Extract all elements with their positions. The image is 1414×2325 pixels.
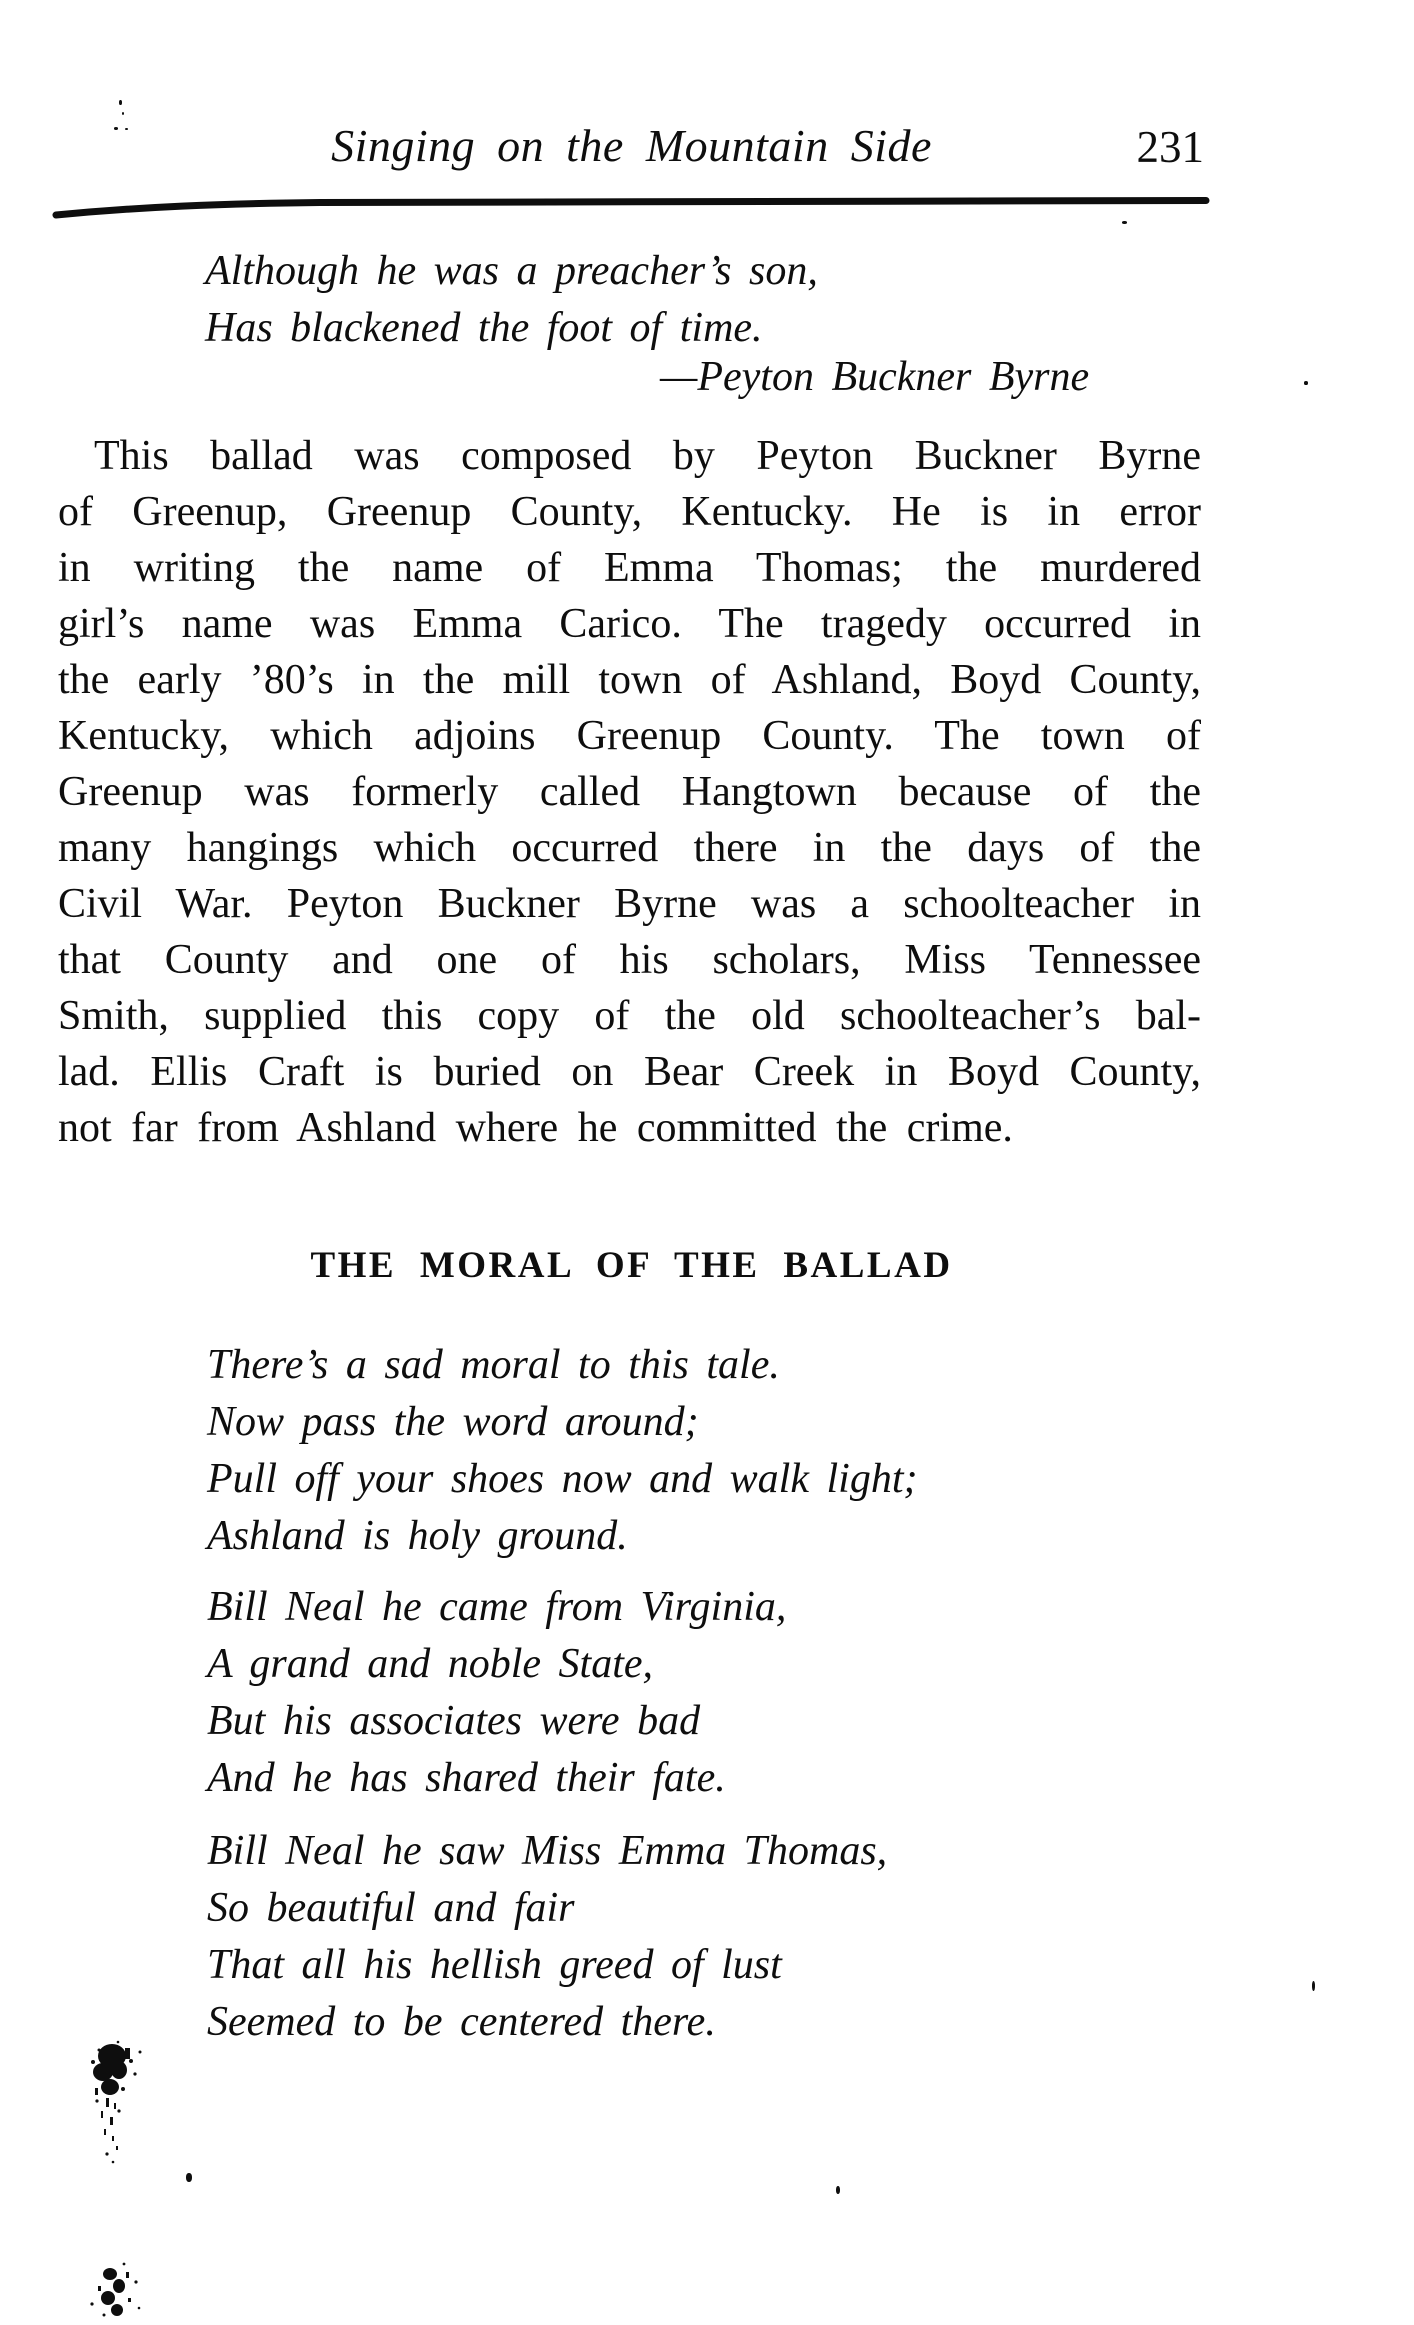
paragraph-line: of Greenup, Greenup County, Kentucky. He is in error (58, 489, 1201, 535)
ink-smudge (85, 2040, 160, 2175)
stanza-line: Pull off your shoes now and walk light; (207, 1456, 918, 1502)
running-title: Singing on the Mountain Side (331, 120, 932, 171)
stanza-line: Bill Neal he saw Miss Emma Thomas, (207, 1828, 888, 1874)
paragraph-line: Greenup was formerly called Hangtown because of the (58, 769, 1201, 815)
stanza-line: Now pass the word around; (207, 1399, 699, 1445)
section-heading: THE MORAL OF THE BALLAD (310, 1245, 953, 1286)
ink-speck (122, 112, 124, 115)
ink-smudge (84, 2260, 154, 2322)
body-paragraph (58, 428, 1201, 1156)
paragraph-line: lad. Ellis Craft is buried on Bear Creek in Boyd County, (58, 1049, 1201, 1095)
ink-speck (186, 2173, 192, 2182)
paragraph-line: Civil War. Peyton Buckner Byrne was a schoolteacher in (58, 881, 1201, 927)
paragraph-line: not far from Ashland where he committed the crime. (58, 1105, 1013, 1151)
epigraph-attribution: —Peyton Buckner Byrne (660, 354, 1090, 400)
paragraph-line: This ballad was composed by Peyton Buckner Byrne (94, 433, 1201, 479)
ink-speck (836, 2186, 840, 2194)
stanza-3 (207, 1823, 887, 2051)
stanza-1 (207, 1337, 917, 1565)
epigraph-line: Has blackened the foot of time. (205, 305, 763, 351)
epigraph (205, 243, 818, 357)
paragraph-line: in writing the name of Emma Thomas; the murdered (58, 545, 1201, 591)
stanza-line: Seemed to be centered there. (207, 1999, 716, 2045)
stanza-line: Bill Neal he came from Virginia, (207, 1584, 787, 1630)
paragraph-line: the early ’80’s in the mill town of Ashland, Boyd County, (58, 657, 1201, 703)
paragraph-line: girl’s name was Emma Carico. The tragedy occurred in (58, 601, 1201, 647)
stanza-line: A grand and noble State, (207, 1641, 654, 1687)
page-number: 231 (1136, 122, 1204, 172)
stanza-line: So beautiful and fair (207, 1885, 575, 1931)
paragraph-line: Smith, supplied this copy of the old schoolteacher’s bal- (58, 993, 1201, 1039)
paragraph-line: that County and one of his scholars, Miss Tennessee (58, 937, 1201, 983)
paragraph-line: Kentucky, which adjoins Greenup County. The town of (58, 713, 1201, 759)
stanza-2 (207, 1579, 786, 1807)
stanza-line: Ashland is holy ground. (207, 1513, 628, 1559)
stanza-line: But his associates were bad (207, 1698, 701, 1744)
ink-speck (1304, 381, 1308, 385)
header-rule (0, 188, 1260, 233)
epigraph-line: Although he was a preacher’s son, (205, 248, 818, 294)
ink-speck (1312, 1981, 1315, 1991)
ink-speck (125, 128, 128, 130)
stanza-line: There’s a sad moral to this tale. (207, 1342, 780, 1388)
paragraph-line: many hangings which occurred there in the days of the (58, 825, 1201, 871)
ink-speck (114, 127, 118, 130)
stanza-line: And he has shared their fate. (207, 1755, 726, 1801)
ink-speck (119, 100, 122, 105)
stanza-line: That all his hellish greed of lust (207, 1942, 782, 1988)
ink-speck (1122, 221, 1127, 224)
